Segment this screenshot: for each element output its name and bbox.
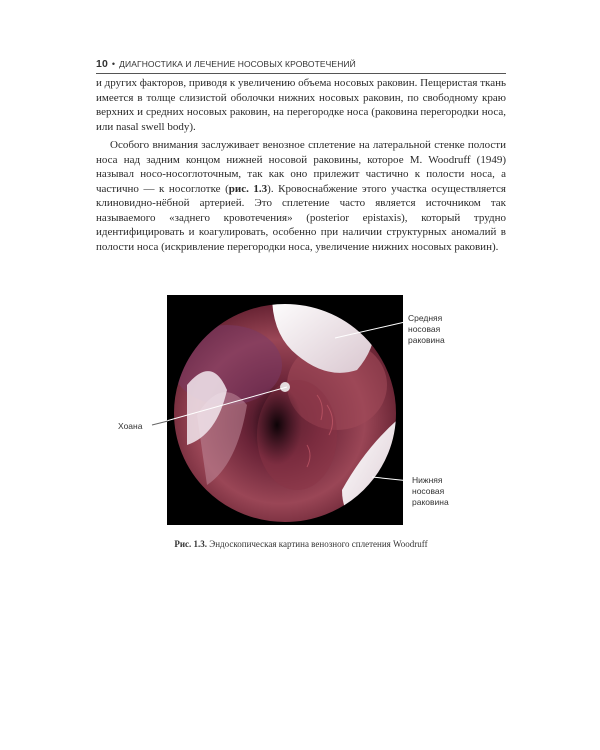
paragraph-1: и других факторов, приводя к увеличению объема носовых раковин. Пещеристая ткань имеется в толще слизистой оболочки нижних носовых раковин, по свободному краю верхних и средних носовых раковин, на перегородке носа (раковина перегородки носа, или nasal swell body).: [96, 77, 506, 133]
figure-reference: рис. 1.3: [228, 182, 268, 195]
page-number: 10: [96, 58, 108, 70]
running-title: ДИАГНОСТИКА И ЛЕЧЕНИЕ НОСОВЫХ КРОВОТЕЧЕНИЙ: [119, 59, 356, 69]
paragraph-2-part-1: Особого внимания заслуживает венозное сплетение на латеральной стенке полости носа над задним концом нижней носовой раковины, которое M. Woodruff (1949) называл носо-носоглоточным, так как оно прилежит частично к полости носа, а частично — к носоглотке (: [96, 139, 506, 195]
label-line: Нижняя: [412, 475, 443, 485]
label-line: носовая: [408, 324, 441, 334]
label-line: носовая: [412, 486, 445, 496]
caption-text: Эндоскопическая картина венозного сплетения Woodruff: [209, 539, 428, 549]
label-inferior-turbinate: [412, 475, 449, 508]
paragraph-2-part-2: ). Кровоснабжение этого участка осуществляется клиновидно-нёбной артерией. Это сплетение часто является источником так называемого «заднего кровотечения» (posterior epistaxis), который трудно идентифицировать и коагулировать, особенно при наличии структурных аномалий в полости носа (искривление перегородки носа, увеличение нижних носовых раковин).: [96, 182, 506, 253]
endoscopic-image: [167, 295, 403, 525]
label-line: Средняя: [408, 313, 443, 323]
body-text: [96, 76, 506, 254]
caption-label: Рис. 1.3.: [174, 539, 208, 549]
header-rule: [96, 73, 506, 74]
running-header: [96, 58, 506, 70]
endoscopic-image-drawing: [167, 295, 403, 525]
choana-pointer-outside: [152, 421, 168, 425]
header-bullet: •: [111, 59, 116, 69]
figure-caption: [96, 539, 506, 549]
label-choana: Хоана: [118, 421, 143, 431]
paragraph-2: [96, 138, 506, 254]
label-middle-turbinate: [408, 313, 445, 346]
label-line: раковина: [412, 497, 449, 507]
label-line: раковина: [408, 335, 445, 345]
